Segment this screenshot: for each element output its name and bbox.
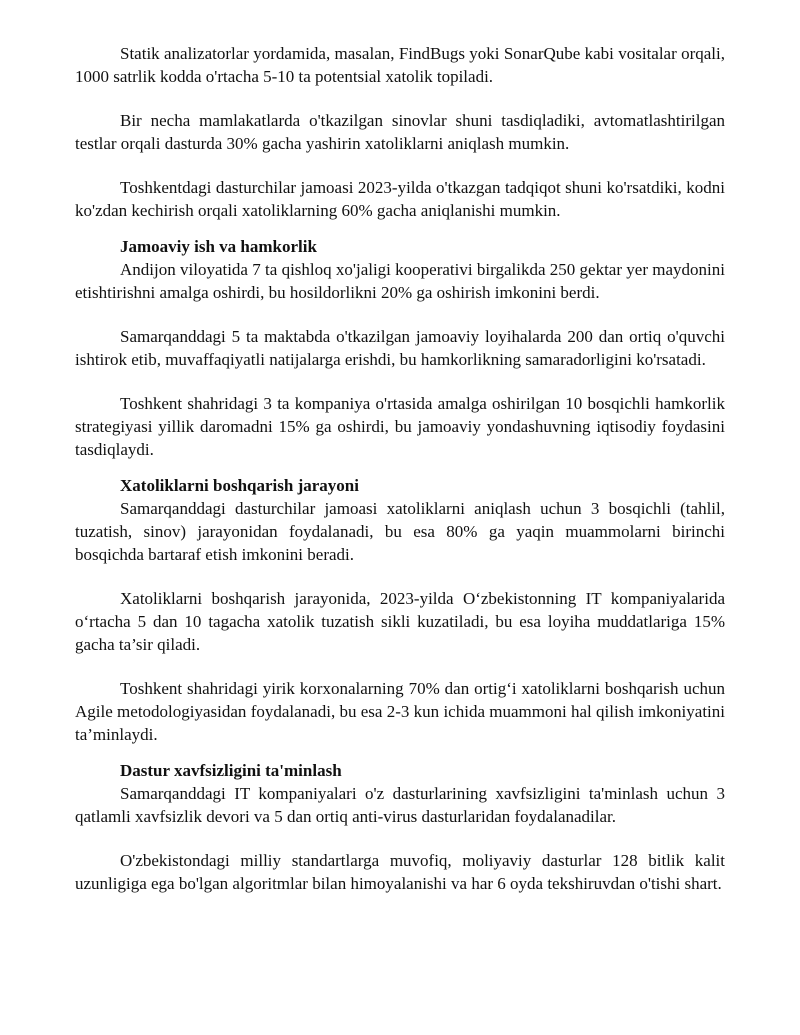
paragraph: Toshkent shahridagi yirik korxonalarning 70% dan ortig‘i xatoliklarni boshqarish uchun Agile metodologiyasidan foydalanadi, bu esa 2-3 kun ichida muammoni hal qilish imkoniyatini ta’minlaydi. [75,679,725,744]
document-body [75,42,725,916]
paragraph: Xatoliklarni boshqarish jarayonida, 2023-yilda O‘zbekistonning IT kompaniyalarida o‘rtacha 5 dan 10 tagacha xatolik tuzatish sikli kuzatiladi, bu esa loyiha muddatlariga 15% gacha ta’sir qiladi. [75,589,725,654]
section-teamwork [75,235,725,461]
paragraph: Samarqanddagi dasturchilar jamoasi xatoliklarni aniqlash uchun 3 bosqichli (tahlil, tuzatish, sinov) jarayonidan foydalanadi, bu esa 80% ga yaqin muammolarni birinchi bosqichda bartaraf etish imkonini beradi. [75,499,725,564]
paragraph: Toshkentdagi dasturchilar jamoasi 2023-yilda o'tkazgan tadqiqot shuni ko'rsatdiki, kodni ko'zdan kechirish orqali xatoliklarning 60% gacha aniqlanishi mumkin. [75,178,725,220]
paragraph: Samarqanddagi IT kompaniyalari o'z dasturlarining xavfsizligini ta'minlash uchun 3 qatlamli xavfsizlik devori va 5 dan ortiq anti-virus dasturlaridan foydalanadilar. [75,784,725,826]
section-error-management [75,474,725,746]
paragraph: O'zbekistondagi milliy standartlarga muvofiq, moliyaviy dasturlar 128 bitlik kalit uzunligiga ega bo'lgan algoritmlar bilan himoyalanishi va har 6 oyda tekshiruvdan o'tishi shart. [75,851,725,893]
section-heading: Xatoliklarni boshqarish jarayoni [120,476,359,495]
paragraph: Bir necha mamlakatlarda o'tkazilgan sinovlar shuni tasdiqladiki, avtomatlashtirilgan testlar orqali dasturda 30% gacha yashirin xatoliklarni aniqlash mumkin. [75,111,725,153]
section-heading: Jamoaviy ish va hamkorlik [120,237,317,256]
paragraph: Andijon viloyatida 7 ta qishloq xo'jaligi kooperativi birgalikda 250 gektar yer maydonini etishtirishni amalga oshirdi, bu hosildorlikni 20% ga oshirish imkonini berdi. [75,260,725,302]
paragraph: Samarqanddagi 5 ta maktabda o'tkazilgan jamoaviy loyihalarda 200 dan ortiq o'quvchi ishtirok etib, muvaffaqiyatli natijalarga erishdi, bu hamkorlikning samaradorligini ko'rsatadi. [75,327,725,369]
section-heading: Dastur xavfsizligini ta'minlash [120,761,342,780]
paragraph: Toshkent shahridagi 3 ta kompaniya o'rtasida amalga oshirilgan 10 bosqichli hamkorlik strategiyasi yillik daromadni 15% ga oshirdi, bu jamoaviy yondashuvning iqtisodiy foydasini tasdiqlaydi. [75,394,725,459]
paragraph: Statik analizatorlar yordamida, masalan, FindBugs yoki SonarQube kabi vositalar orqali, 1000 satrlik kodda o'rtacha 5-10 ta potentsial xatolik topiladi. [75,44,725,86]
section-software-security [75,759,725,895]
